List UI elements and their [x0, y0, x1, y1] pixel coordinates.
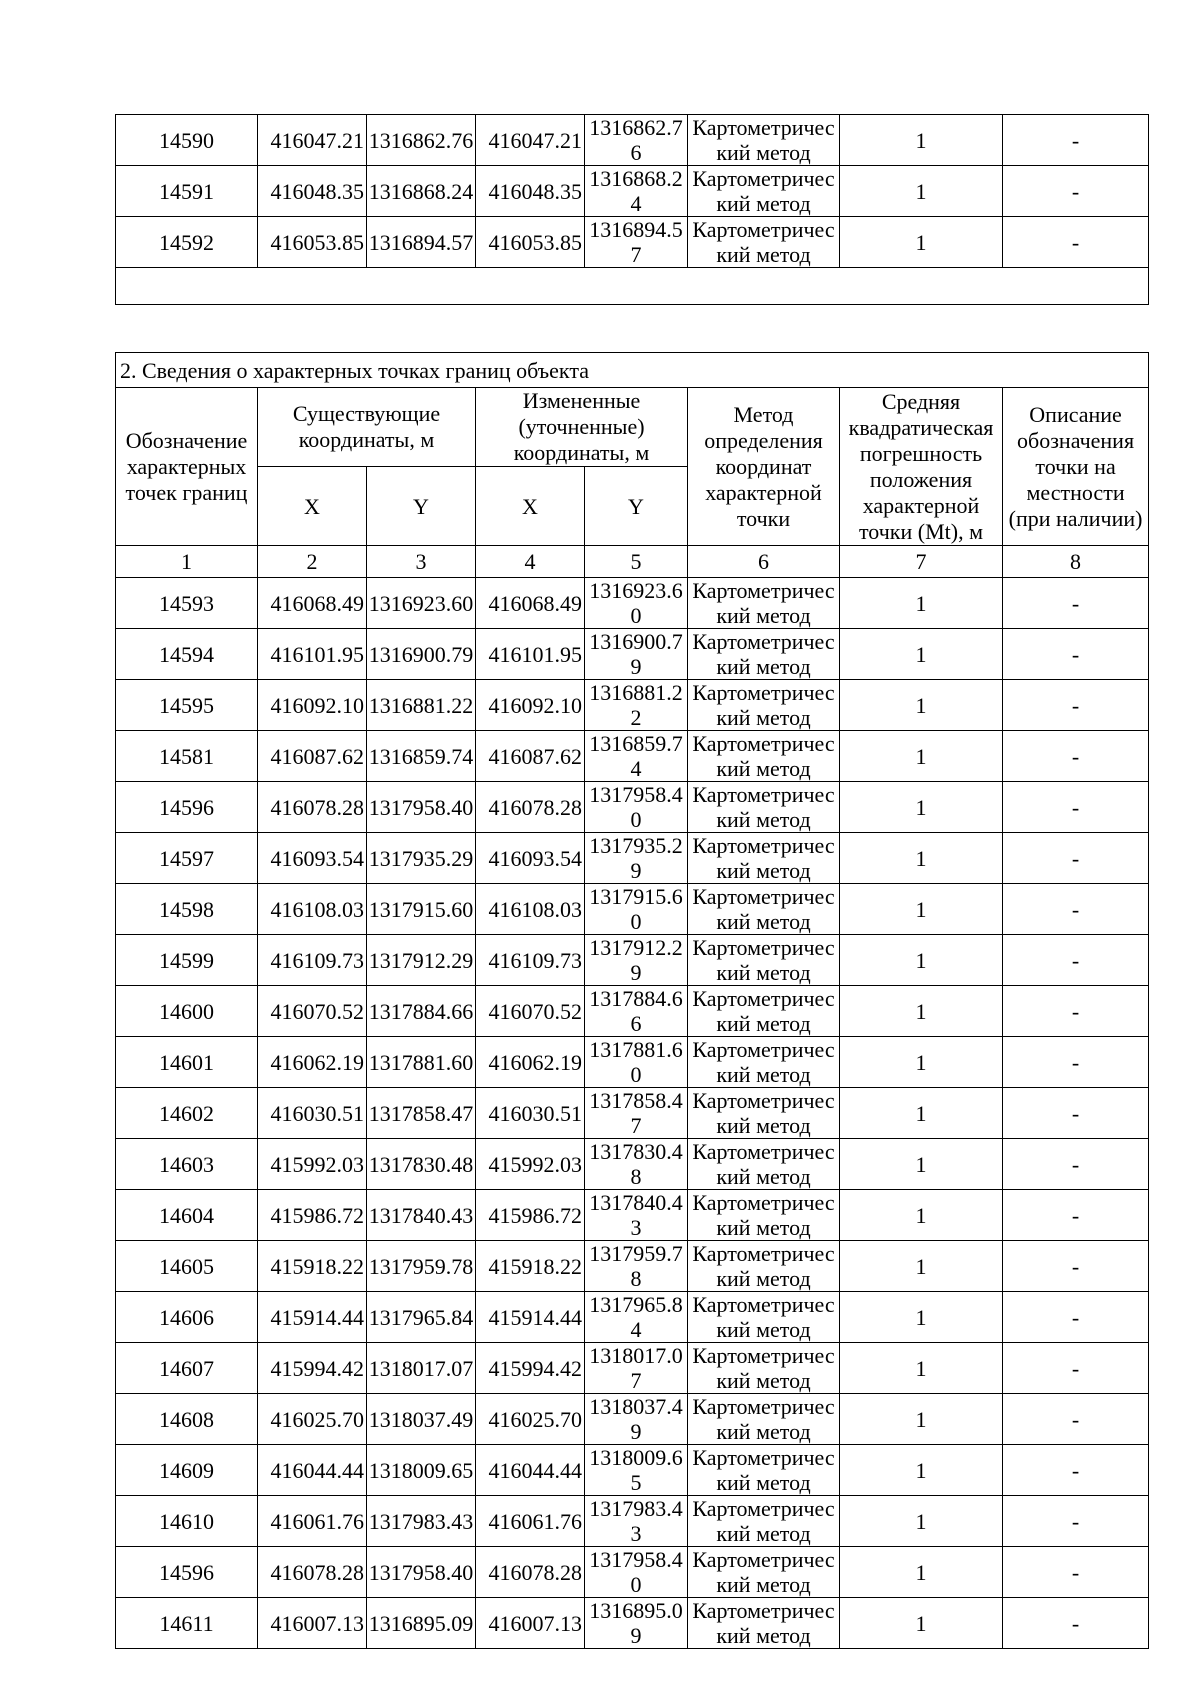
- changed-y-cell: 1316894.57: [585, 217, 688, 268]
- description-cell: -: [1003, 1394, 1149, 1445]
- existing-y-cell: 1318037.49: [367, 1394, 476, 1445]
- header-changed: Измененные (уточненные) координаты, м: [476, 388, 688, 467]
- existing-y-cell: 1318009.65: [367, 1445, 476, 1496]
- method-cell: Картометрический метод: [688, 629, 840, 680]
- error-cell: 1: [840, 578, 1003, 629]
- changed-x-cell: 415918.22: [476, 1241, 585, 1292]
- changed-y-cell: 1317912.29: [585, 935, 688, 986]
- table-row: [116, 1088, 1149, 1139]
- description-cell: -: [1003, 782, 1149, 833]
- method-cell: Картометрический метод: [688, 1496, 840, 1547]
- error-cell: 1: [840, 986, 1003, 1037]
- description-cell: -: [1003, 1037, 1149, 1088]
- table-row: [116, 1547, 1149, 1598]
- existing-x-cell: 416092.10: [258, 680, 367, 731]
- changed-y-cell: 1317958.40: [585, 1547, 688, 1598]
- existing-x-cell: 415914.44: [258, 1292, 367, 1343]
- changed-x-cell: 416061.76: [476, 1496, 585, 1547]
- column-number: 2: [258, 546, 367, 578]
- error-cell: 1: [840, 1445, 1003, 1496]
- changed-x-cell: 416108.03: [476, 884, 585, 935]
- existing-x-cell: 416068.49: [258, 578, 367, 629]
- table-row: [116, 1394, 1149, 1445]
- existing-y-cell: 1317965.84: [367, 1292, 476, 1343]
- description-cell: -: [1003, 884, 1149, 935]
- header-point: Обозначение характерных точек границ: [116, 388, 258, 546]
- existing-y-cell: 1317840.43: [367, 1190, 476, 1241]
- table-row: [116, 1496, 1149, 1547]
- error-cell: 1: [840, 1343, 1003, 1394]
- description-cell: -: [1003, 1241, 1149, 1292]
- method-cell: Картометрический метод: [688, 578, 840, 629]
- existing-x-cell: 415918.22: [258, 1241, 367, 1292]
- method-cell: Картометрический метод: [688, 1598, 840, 1649]
- error-cell: 1: [840, 884, 1003, 935]
- point-id-cell: 14611: [116, 1598, 258, 1649]
- header-changed-x: X: [476, 467, 585, 546]
- method-cell: Картометрический метод: [688, 217, 840, 268]
- error-cell: 1: [840, 115, 1003, 166]
- changed-x-cell: 415914.44: [476, 1292, 585, 1343]
- table-row: [116, 935, 1149, 986]
- changed-x-cell: 416093.54: [476, 833, 585, 884]
- point-id-cell: 14603: [116, 1139, 258, 1190]
- changed-y-cell: 1317881.60: [585, 1037, 688, 1088]
- error-cell: 1: [840, 731, 1003, 782]
- table-row: [116, 986, 1149, 1037]
- changed-x-cell: 416101.95: [476, 629, 585, 680]
- existing-x-cell: 416093.54: [258, 833, 367, 884]
- changed-x-cell: 416087.62: [476, 731, 585, 782]
- existing-x-cell: 416078.28: [258, 1547, 367, 1598]
- existing-y-cell: 1316900.79: [367, 629, 476, 680]
- point-id-cell: 14595: [116, 680, 258, 731]
- description-cell: -: [1003, 1088, 1149, 1139]
- column-number: 1: [116, 546, 258, 578]
- existing-x-cell: 416108.03: [258, 884, 367, 935]
- description-cell: -: [1003, 629, 1149, 680]
- section-caption: 2. Сведения о характерных точках границ объекта: [116, 353, 1149, 388]
- table-row: [116, 629, 1149, 680]
- changed-y-cell: 1318017.07: [585, 1343, 688, 1394]
- table-row: [116, 731, 1149, 782]
- column-number: 8: [1003, 546, 1149, 578]
- method-cell: Картометрический метод: [688, 1343, 840, 1394]
- boundary-points-table: [115, 352, 1149, 1649]
- point-id-cell: 14604: [116, 1190, 258, 1241]
- method-cell: Картометрический метод: [688, 1547, 840, 1598]
- changed-y-cell: 1318037.49: [585, 1394, 688, 1445]
- method-cell: Картометрический метод: [688, 1394, 840, 1445]
- point-id-cell: 14591: [116, 166, 258, 217]
- description-cell: -: [1003, 680, 1149, 731]
- header-error: Средняя квадратическая погрешность положения характерной точки (Mt), м: [840, 388, 1003, 546]
- point-id-cell: 14581: [116, 731, 258, 782]
- changed-x-cell: 416068.49: [476, 578, 585, 629]
- existing-y-cell: 1317958.40: [367, 1547, 476, 1598]
- error-cell: 1: [840, 1598, 1003, 1649]
- changed-y-cell: 1316862.76: [585, 115, 688, 166]
- error-cell: 1: [840, 1241, 1003, 1292]
- changed-y-cell: 1317915.60: [585, 884, 688, 935]
- error-cell: 1: [840, 1496, 1003, 1547]
- continued-points-table: [115, 114, 1149, 305]
- changed-y-cell: 1317959.78: [585, 1241, 688, 1292]
- description-cell: -: [1003, 935, 1149, 986]
- changed-y-cell: 1316881.22: [585, 680, 688, 731]
- method-cell: Картометрический метод: [688, 986, 840, 1037]
- error-cell: 1: [840, 217, 1003, 268]
- changed-y-cell: 1317958.40: [585, 782, 688, 833]
- continued-points-body: [116, 115, 1149, 268]
- changed-x-cell: 416070.52: [476, 986, 585, 1037]
- existing-y-cell: 1316881.22: [367, 680, 476, 731]
- error-cell: 1: [840, 1139, 1003, 1190]
- existing-y-cell: 1317881.60: [367, 1037, 476, 1088]
- point-id-cell: 14605: [116, 1241, 258, 1292]
- description-cell: -: [1003, 731, 1149, 782]
- error-cell: 1: [840, 833, 1003, 884]
- changed-x-cell: 416053.85: [476, 217, 585, 268]
- point-id-cell: 14608: [116, 1394, 258, 1445]
- error-cell: 1: [840, 1190, 1003, 1241]
- existing-x-cell: 415994.42: [258, 1343, 367, 1394]
- point-id-cell: 14592: [116, 217, 258, 268]
- method-cell: Картометрический метод: [688, 1241, 840, 1292]
- existing-y-cell: 1317884.66: [367, 986, 476, 1037]
- changed-x-cell: 415986.72: [476, 1190, 585, 1241]
- existing-y-cell: 1317958.40: [367, 782, 476, 833]
- existing-y-cell: 1317983.43: [367, 1496, 476, 1547]
- error-cell: 1: [840, 1088, 1003, 1139]
- changed-x-cell: 416048.35: [476, 166, 585, 217]
- point-id-cell: 14610: [116, 1496, 258, 1547]
- point-id-cell: 14601: [116, 1037, 258, 1088]
- table-row: [116, 1139, 1149, 1190]
- point-id-cell: 14606: [116, 1292, 258, 1343]
- boundary-points-body: [116, 578, 1149, 1649]
- existing-x-cell: 416109.73: [258, 935, 367, 986]
- changed-y-cell: 1316923.60: [585, 578, 688, 629]
- existing-y-cell: 1316862.76: [367, 115, 476, 166]
- changed-x-cell: 416047.21: [476, 115, 585, 166]
- point-id-cell: 14600: [116, 986, 258, 1037]
- existing-x-cell: 416007.13: [258, 1598, 367, 1649]
- existing-x-cell: 416061.76: [258, 1496, 367, 1547]
- point-id-cell: 14596: [116, 1547, 258, 1598]
- point-id-cell: 14594: [116, 629, 258, 680]
- changed-x-cell: 416025.70: [476, 1394, 585, 1445]
- existing-x-cell: 416101.95: [258, 629, 367, 680]
- description-cell: -: [1003, 115, 1149, 166]
- description-cell: -: [1003, 1190, 1149, 1241]
- header-row-1: [116, 388, 1149, 467]
- table-row: [116, 833, 1149, 884]
- header-existing: Существующие координаты, м: [258, 388, 476, 467]
- method-cell: Картометрический метод: [688, 1037, 840, 1088]
- error-cell: 1: [840, 629, 1003, 680]
- column-number: 6: [688, 546, 840, 578]
- table-row: [116, 782, 1149, 833]
- changed-y-cell: 1316859.74: [585, 731, 688, 782]
- changed-x-cell: 416109.73: [476, 935, 585, 986]
- table-row: [116, 115, 1149, 166]
- empty-row: [116, 268, 1149, 305]
- existing-x-cell: 416070.52: [258, 986, 367, 1037]
- existing-y-cell: 1316895.09: [367, 1598, 476, 1649]
- existing-y-cell: 1316923.60: [367, 578, 476, 629]
- method-cell: Картометрический метод: [688, 680, 840, 731]
- description-cell: -: [1003, 1445, 1149, 1496]
- changed-y-cell: 1317840.43: [585, 1190, 688, 1241]
- existing-y-cell: 1317858.47: [367, 1088, 476, 1139]
- description-cell: -: [1003, 1139, 1149, 1190]
- changed-y-cell: 1317830.48: [585, 1139, 688, 1190]
- header-existing-x: X: [258, 467, 367, 546]
- existing-x-cell: 416030.51: [258, 1088, 367, 1139]
- method-cell: Картометрический метод: [688, 1139, 840, 1190]
- method-cell: Картометрический метод: [688, 1445, 840, 1496]
- table-row: [116, 680, 1149, 731]
- description-cell: -: [1003, 166, 1149, 217]
- method-cell: Картометрический метод: [688, 782, 840, 833]
- changed-y-cell: 1316900.79: [585, 629, 688, 680]
- existing-x-cell: 416025.70: [258, 1394, 367, 1445]
- description-cell: -: [1003, 1547, 1149, 1598]
- method-cell: Картометрический метод: [688, 1088, 840, 1139]
- point-id-cell: 14597: [116, 833, 258, 884]
- changed-y-cell: 1318009.65: [585, 1445, 688, 1496]
- existing-y-cell: 1316859.74: [367, 731, 476, 782]
- error-cell: 1: [840, 782, 1003, 833]
- header-description: Описание обозначения точки на местности (при наличии): [1003, 388, 1149, 546]
- method-cell: Картометрический метод: [688, 731, 840, 782]
- method-cell: Картометрический метод: [688, 884, 840, 935]
- description-cell: -: [1003, 1292, 1149, 1343]
- error-cell: 1: [840, 1292, 1003, 1343]
- description-cell: -: [1003, 1598, 1149, 1649]
- changed-y-cell: 1317884.66: [585, 986, 688, 1037]
- point-id-cell: 14596: [116, 782, 258, 833]
- changed-y-cell: 1317935.29: [585, 833, 688, 884]
- error-cell: 1: [840, 1547, 1003, 1598]
- point-id-cell: 14602: [116, 1088, 258, 1139]
- changed-y-cell: 1317858.47: [585, 1088, 688, 1139]
- existing-y-cell: 1317830.48: [367, 1139, 476, 1190]
- existing-x-cell: 416062.19: [258, 1037, 367, 1088]
- method-cell: Картометрический метод: [688, 833, 840, 884]
- existing-y-cell: 1316868.24: [367, 166, 476, 217]
- existing-y-cell: 1316894.57: [367, 217, 476, 268]
- point-id-cell: 14609: [116, 1445, 258, 1496]
- existing-x-cell: 416078.28: [258, 782, 367, 833]
- point-id-cell: 14607: [116, 1343, 258, 1394]
- point-id-cell: 14593: [116, 578, 258, 629]
- method-cell: Картометрический метод: [688, 1292, 840, 1343]
- existing-y-cell: 1318017.07: [367, 1343, 476, 1394]
- column-number: 7: [840, 546, 1003, 578]
- description-cell: -: [1003, 578, 1149, 629]
- existing-x-cell: 416087.62: [258, 731, 367, 782]
- table-row: [116, 884, 1149, 935]
- changed-x-cell: 416007.13: [476, 1598, 585, 1649]
- description-cell: -: [1003, 1496, 1149, 1547]
- point-id-cell: 14590: [116, 115, 258, 166]
- error-cell: 1: [840, 680, 1003, 731]
- header-method: Метод определения координат характерной точки: [688, 388, 840, 546]
- existing-x-cell: 415992.03: [258, 1139, 367, 1190]
- error-cell: 1: [840, 935, 1003, 986]
- existing-x-cell: 416053.85: [258, 217, 367, 268]
- changed-x-cell: 415992.03: [476, 1139, 585, 1190]
- column-number: 5: [585, 546, 688, 578]
- changed-y-cell: 1316868.24: [585, 166, 688, 217]
- changed-x-cell: 415994.42: [476, 1343, 585, 1394]
- existing-x-cell: 416044.44: [258, 1445, 367, 1496]
- existing-x-cell: 416048.35: [258, 166, 367, 217]
- existing-y-cell: 1317959.78: [367, 1241, 476, 1292]
- changed-y-cell: 1316895.09: [585, 1598, 688, 1649]
- table-row: [116, 1241, 1149, 1292]
- changed-x-cell: 416078.28: [476, 782, 585, 833]
- changed-x-cell: 416044.44: [476, 1445, 585, 1496]
- table-row: [116, 578, 1149, 629]
- point-id-cell: 14599: [116, 935, 258, 986]
- table-row: [116, 166, 1149, 217]
- column-number-row: [116, 546, 1149, 578]
- description-cell: -: [1003, 1343, 1149, 1394]
- existing-y-cell: 1317915.60: [367, 884, 476, 935]
- method-cell: Картометрический метод: [688, 166, 840, 217]
- point-id-cell: 14598: [116, 884, 258, 935]
- error-cell: 1: [840, 1394, 1003, 1445]
- header-existing-y: Y: [367, 467, 476, 546]
- method-cell: Картометрический метод: [688, 935, 840, 986]
- error-cell: 1: [840, 166, 1003, 217]
- existing-y-cell: 1317935.29: [367, 833, 476, 884]
- table-row: [116, 1445, 1149, 1496]
- changed-x-cell: 416092.10: [476, 680, 585, 731]
- description-cell: -: [1003, 217, 1149, 268]
- description-cell: -: [1003, 833, 1149, 884]
- table-caption-row: [116, 353, 1149, 388]
- table-row: [116, 1598, 1149, 1649]
- changed-x-cell: 416030.51: [476, 1088, 585, 1139]
- changed-x-cell: 416078.28: [476, 1547, 585, 1598]
- table-row: [116, 1037, 1149, 1088]
- table-row: [116, 1292, 1149, 1343]
- column-number: 3: [367, 546, 476, 578]
- header-changed-y: Y: [585, 467, 688, 546]
- changed-y-cell: 1317983.43: [585, 1496, 688, 1547]
- table-row: [116, 1343, 1149, 1394]
- column-number: 4: [476, 546, 585, 578]
- table-row: [116, 1190, 1149, 1241]
- error-cell: 1: [840, 1037, 1003, 1088]
- existing-x-cell: 415986.72: [258, 1190, 367, 1241]
- changed-y-cell: 1317965.84: [585, 1292, 688, 1343]
- changed-x-cell: 416062.19: [476, 1037, 585, 1088]
- existing-x-cell: 416047.21: [258, 115, 367, 166]
- description-cell: -: [1003, 986, 1149, 1037]
- method-cell: Картометрический метод: [688, 1190, 840, 1241]
- table-row: [116, 217, 1149, 268]
- existing-y-cell: 1317912.29: [367, 935, 476, 986]
- method-cell: Картометрический метод: [688, 115, 840, 166]
